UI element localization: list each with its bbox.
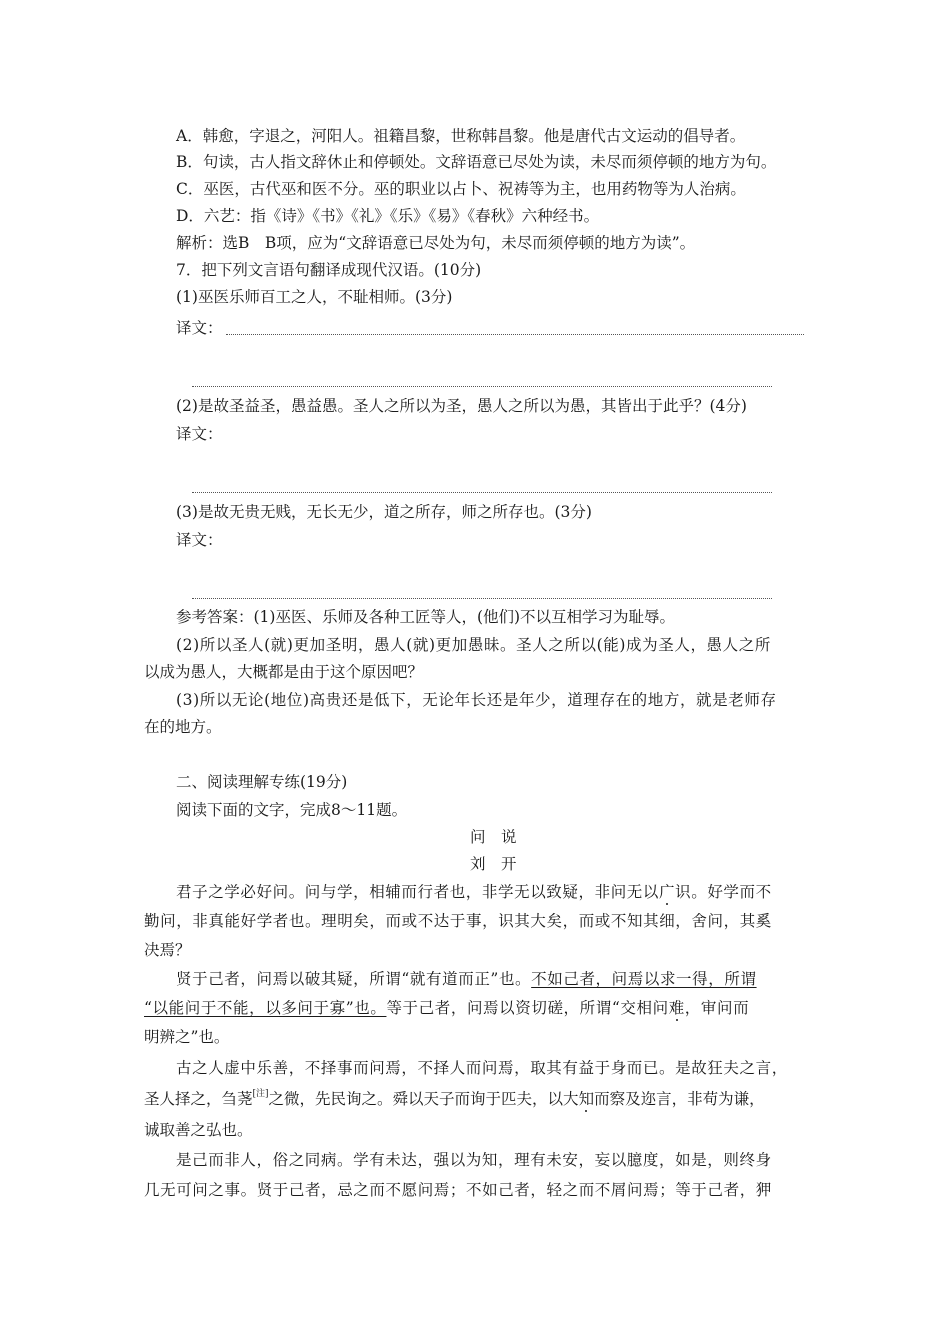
sentence-3: (3)是故无贵无贱，无长无少，道之所存，师之所存也。(3分)	[176, 503, 592, 521]
passage-line: 古之人虚中乐善，不择事而问焉，不择人而问焉，取其有益于身而已。是故狂夫之言，	[176, 1059, 788, 1077]
underlined-sentence: 不如己者，问焉以求一得，所谓	[531, 970, 757, 988]
passage-text: 圣人择之，刍荛	[144, 1090, 253, 1108]
reference-answer-2a: (2)所以圣人(就)更加圣明，愚人(就)更加愚昧。圣人之所以(能)成为圣人，愚人之所	[176, 636, 771, 654]
answer-line-1b	[192, 386, 772, 387]
sentence-2: (2)是故圣益圣，愚益愚。圣人之所以为圣，愚人之所以为愚，其皆出于此乎？(4分)	[176, 397, 747, 415]
option-c: C．巫医，古代巫和医不分。巫的职业以占卜、祝祷等为主，也用药物等为人治病。	[176, 180, 746, 198]
section-heading: 二、阅读理解专练(19分)	[176, 773, 348, 791]
passage-line: 勤问，非真能好学者也。理明矣，而或不达于事，识其大矣，而或不知其细，舍问，其奚	[144, 912, 772, 930]
passage-author: 刘 开	[470, 855, 517, 873]
passage-line	[144, 998, 749, 1018]
translation-label-1: 译文：	[176, 319, 223, 337]
passage-text: 等于己者，问焉以资切磋，所谓“交相问	[386, 999, 669, 1017]
question-7-title: 7．把下列文言语句翻译成现代汉语。(10分)	[176, 261, 482, 279]
passage-text: 君子之学必好问。问与学，相辅而行者也，非学无以致疑，非问无以	[176, 883, 660, 901]
option-b: B．句读，古人指文辞休止和停顿处。文辞语意已尽处为读，未尽而须停顿的地方为句。	[176, 153, 777, 171]
reference-answer-1: 参考答案：(1)巫医、乐师及各种工匠等人，(他们)不以互相学习为耻辱。	[176, 608, 676, 626]
reading-instruction: 阅读下面的文字，完成8～11题。	[176, 801, 408, 819]
passage-text: 之微，先民询之。舜以天子而询于匹夫，以大	[268, 1090, 579, 1108]
reference-answer-3b: 在的地方。	[144, 718, 222, 736]
underlined-sentence: “以能问于不能，以多问于寡”也。	[144, 999, 387, 1017]
passage-line	[176, 882, 772, 902]
translation-label-2: 译文：	[176, 425, 223, 443]
analysis-text: 解析：选B B项，应为“文辞语意已尽处为句，未尽而须停顿的地方为读”。	[176, 234, 696, 252]
answer-line-1a	[226, 334, 804, 335]
passage-line: 诚取善之弘也。	[144, 1121, 253, 1139]
passage-text: 贤于己者，问焉以破其疑，所谓“就有道而正”也。	[176, 970, 532, 988]
reference-answer-3a: (3)所以无论(地位)高贵还是低下，无论年长还是年少，道理存在的地方，就是老师存	[176, 691, 777, 709]
footnote-marker: [注]	[252, 1089, 269, 1099]
answer-line-2	[192, 492, 772, 493]
passage-line: 几无可问之事。贤于己者，忌之而不愿问焉；不如己者，轻之而不屑问焉；等于己者，狎	[144, 1181, 772, 1199]
emphasis-char: 难	[668, 999, 685, 1017]
passage-text: ，审问而	[684, 999, 750, 1017]
passage-line: 决焉？	[144, 941, 191, 959]
passage-line: 明辨之”也。	[144, 1028, 230, 1046]
passage-line	[176, 969, 757, 989]
translation-label-3: 译文：	[176, 531, 223, 549]
reference-answer-2b: 以成为愚人，大概都是由于这个原因吧？	[144, 663, 424, 681]
passage-line	[144, 1089, 765, 1109]
passage-title: 问 说	[470, 828, 517, 846]
passage-text: 而察及迩言，非苟为谦，	[594, 1090, 765, 1108]
sentence-1: (1)巫医乐师百工之人，不耻相师。(3分)	[176, 288, 453, 306]
passage-line: 是己而非人，俗之同病。学有未达，强以为知，理有未安，妄以臆度，如是，则终身	[176, 1151, 772, 1169]
answer-line-3	[192, 598, 772, 599]
passage-text: 识。好学而不	[675, 883, 772, 901]
emphasis-char: 知	[578, 1090, 595, 1108]
option-a: A．韩愈，字退之，河阳人。祖籍昌黎，世称韩昌黎。他是唐代古文运动的倡导者。	[176, 127, 746, 145]
emphasis-char: 广	[659, 883, 676, 901]
option-d: D．六艺：指《诗》《书》《礼》《乐》《易》《春秋》六种经书。	[176, 207, 600, 225]
